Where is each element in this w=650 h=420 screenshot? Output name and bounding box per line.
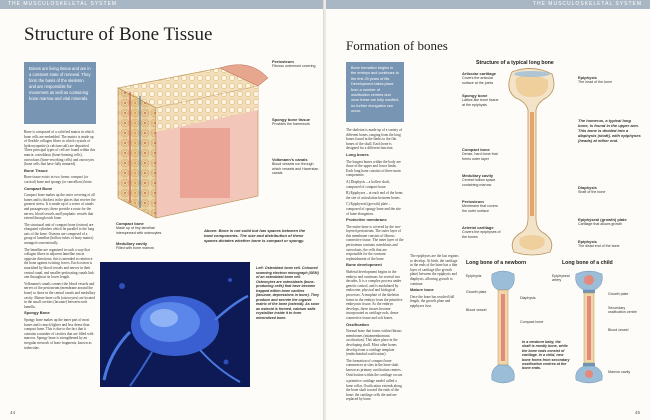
right-page [326,0,650,420]
child-growth-plate-top [583,290,595,293]
label-epiphysis-bottom: Epiphysis The distal end of the bone [578,239,620,249]
label-diaphysis: Diaphysis Shaft of the bone [578,185,606,195]
section-heading: Spongy Bone [24,310,50,316]
body-paragraph: The entire bone is covered by the two-layered periosteum. The outer layer of this membrane consists of fibrous connective tissue. The inner layer of the periosteum contains osteoblasts and osteoclasts, the cells that are responsible for the constant replenishment of the bone. [346,224,404,261]
micrograph-caption: Left: Osteoblast bone cell. Coloured scanning electron micrograph (SEM) of an osteoblast bone cell. Osteocytes are osteoblasts (bone-producing cells) that have become trapped within bone cavities (lacunae, depressions in bone). They produce and secrete the organic matrix of the bone (osteoid). As soon as osteoid is formed, calcium salts crystallize inside it to form mineralized bone. [256,266,320,320]
newborn-title: Long bone of a newborn [466,260,527,266]
folio-left: 44 [10,410,16,415]
child-label-growth-plate: Growth plate [608,292,629,296]
label-medullary-cavity: Medullary cavity Central hollow space containing marrow [462,173,496,187]
folio-right: 45 [634,410,640,415]
label-periosteum: Periosteum Membrane that covers the outer surface [462,199,498,213]
page-title: Formation of bones [346,38,448,53]
child-label-marrow-cavity: Marrow cavity [608,370,631,374]
body-paragraph: Once the bone has reached full length, the growth plate and epiphyses fuse. [410,294,455,308]
child-growth-plate-bottom [583,363,595,366]
child-secondary-ossification-bottom [585,370,593,378]
label-medullary-cavity: Medullary cavity Filled with bone marrow [116,241,154,251]
page-title: Structure of Bone Tissue [24,24,213,45]
section-heading: Protective membrane [346,217,387,223]
child-label-blood-vessel: Blood vessel [608,328,629,332]
running-head-text: THE MUSCULOSKELETAL SYSTEM [8,1,118,7]
label-arterial-cartilage: Arterial cartilage Covers the epiphyses of the bones [462,225,501,239]
label-volkmann: Volkmann's canals Blood vessels run through which vessels and Haversian canals [272,157,319,176]
long-bone-diagram [502,68,562,256]
long-bone-title: Structure of a typical long bone [476,60,554,66]
body-paragraph: The longest bones within the body are those of the upper and lower limbs. Each long bone consists of three main components: [346,159,401,178]
body-paragraph: The structural unit of compact bone (osteon) are elongated cylinders which lie parallel to the long axis of the bone. Osteons are composed of a group of lamellae (hollow tubes of bony matrix) arranged concentrically. [24,222,95,246]
label-periosteum: Periosteum Fibrous outermost covering [272,59,316,69]
child-label-secondary-ossification: Secondary ossification centre [608,306,637,315]
newborn-label-growth-plate: Growth plate [466,290,487,294]
intro-panel: Bones are living tissue and are in a constant state of renewal. They form the basis of the skeleton and are responsible for movement as well as containing bone marrow and vital minerals. [24,62,96,124]
newborn-label-blood-vessel: Blood vessel [466,308,487,312]
section-heading: Mature bone [410,287,434,293]
body-paragraph: A) Diaphysis – a hollow shaft, composed of compact bone. [346,179,390,189]
label-spongy-bone: Spongy bone tissue Provides the framework [272,117,311,127]
newborn-epiphysis-top [492,271,515,290]
label-compact-bone: Compact bone Made up of tiny lamellae interspersed with osteocytes [116,221,162,235]
bone-medullary-cavity [530,112,534,216]
body-column [346,128,404,402]
section-heading: Compact Bone [24,185,53,191]
body-paragraph: The lamellae are organized in such a way that collagen fibres in adjacent lamellae run in opposite directions; this is intended to reinforce the bone against twisting forces. Each osteon is nourished by blood vessels and nerves in their central canal, and smaller perforating canals link one throughout its lower length. [24,247,94,280]
diagram-marrow-core [180,128,230,198]
section-heading: Bone Tissue [24,167,48,173]
body-paragraph: a primitive cartilage model called a bone collar. Ossification extends along the bone shaft toward the ends of the bone; the cartilage cells die and are replaced by bone. [346,379,402,402]
humerus-caption: The humerus, a typical long bone, is found in the upper arm. This bone is divided into a diaphysis (shaft), with epiphyses (heads) at either end. [578,118,641,143]
label-growth-plate: Epiphyseal (growth) plate Cartilage that allows growth [578,217,627,227]
running-head-text: THE MUSCULOSKELETAL SYSTEM [532,1,642,7]
bone-tissue-diagram [100,58,270,228]
newborn-epiphysis-bottom [492,365,515,383]
body-column-2 [410,254,460,388]
body-paragraph: Volkmann's canals connect the blood vessels and nerves of the periosteum (membrane around the bone) to those in the central canals and medullary cavity. Mature bone cells (osteocytes) are located in the small cavities (lacunae) between each lamella. [24,281,96,309]
label-spongy-bone: Spongy bone Lattice-like bone tissue at the epiphysis [462,93,499,107]
section-heading: Ossification [346,321,369,327]
section-heading: Bone development [346,262,382,268]
newborn-label-compact-bone: Compact bone [520,320,544,324]
body-paragraph: Bone tissue exists in two forms: compact (or cortical) bone and spongy (or cancellous) bone. [24,175,93,184]
label-compact-bone: Compact bone Dense, hard bone that forms outer layer [462,147,498,161]
intro-panel: Bone formation begins in the embryo and continues to the first 25 years of life. Development takes place from a number of ossification centres and once these are fully ossified, no further elongation can occur. [346,62,404,122]
body-paragraph: The skeleton is made up of a variety of different bones, ranging from the long bones found in the limbs to the flat bones of the skull. Each bone is designed for a different function. [346,128,403,151]
newborn-marrow [501,294,505,361]
bone-head-spongy [516,75,549,97]
body-paragraph: Compact bone makes up the outer covering of all bones and is thickest in the places that receive the greatest stress. It is made up of a series of canals and passageways; these provide a route for the nerves, blood vessels and lymphatic vessels that extend through each bone. [24,193,96,221]
osteoblast-micrograph [100,262,250,387]
label-articular-cartilage: Articular cartilage Covers the articular surface at the joints [462,71,497,85]
body-paragraph: The epiphyses are the last regions to develop. At birth, the cartilage in the ends of the bone has a thin layer of cartilage (the growth plate) between the epiphysis and diaphysis, allowing growth to continue. [410,254,459,286]
newborn-bone-diagram [488,270,518,385]
child-secondary-ossification-top [584,275,594,285]
growth-caption: In a newborn baby, the shaft is mostly bone, while the bone ends consist of cartilage. In a child, new bone forms from secondary ossification centres at the bone ends. [522,340,570,371]
body-paragraph: C) Epiphyseal (growth) plate – composed of spongy bone and the site of bone elongation. [346,202,401,216]
child-marrow [587,296,591,360]
body-column [24,130,96,380]
body-paragraph: Spongy bone makes up the inner part of most bones and is much lighter and less dense than compact bone. This is due to the fact that it contains a number of cavities that are filled with marrow. Spongy bone is strengthened by an irregular network of bone fragments, known as trabeculae. [24,317,94,350]
body-paragraph: The formation of compact bone commences at sites in the bone shaft known as primary ossification centres. Ossification within the cartilage occurs [346,358,403,377]
running-head-right [326,0,650,9]
body-paragraph: Normal bone that forms within fibrous membranes (intramembranous ossification). This takes place in the developing skull. Most other bones develop from a cartilage template (endochondral ossification). [346,329,402,357]
body-paragraph: Bone is composed of a calcified matrix in which bone cells are embedded. The matrix is made up of flexible collagen fibres in which crystals of hydroxyapatite (a calcium salt) are deposited. Three principal types of cell are found within this matrix: osteoblasts (bone-forming cells), osteoclasts (bone-resorbing cells) and osteocytes (bone cells that have fully matured). [24,130,96,167]
newborn-label-epiphysis: Epiphysis [466,274,482,278]
section-heading: Long bones [346,151,369,157]
child-bone-diagram [572,270,606,385]
left-page [0,0,324,420]
label-epiphysis-top: Epiphysis The head of the bone [578,75,613,85]
body-paragraph: B) Epiphyses – at each end of the bone; the site of articulation between bones. [346,191,404,200]
bone-cartilage-cap [514,71,550,77]
child-title: Long bone of a child [562,260,613,266]
diagram-caption: Above: Bone is not solid but has spaces between the hard components. The size and distribution of these spaces dictates whether bone is compact or spongy. [204,228,306,243]
running-head-left [0,0,324,9]
diagram-compact-face [118,88,156,218]
body-paragraph: Skeletal development begins in the embryo and continues for several two decades. It is a complex process under genetic control, and is modulated by endocrine, physical and biological processes. A template of the skeleton forms in the embryo from the primitive embryonic tissue. As the embryo develops, these tissues become incorporated as cartilage rods, dense connective tissue and soft bones. [346,270,403,320]
child-label-epiphyseal-artery: Epiphyseal artery [552,274,570,283]
newborn-label-diaphysis: Diaphysis [520,296,536,300]
